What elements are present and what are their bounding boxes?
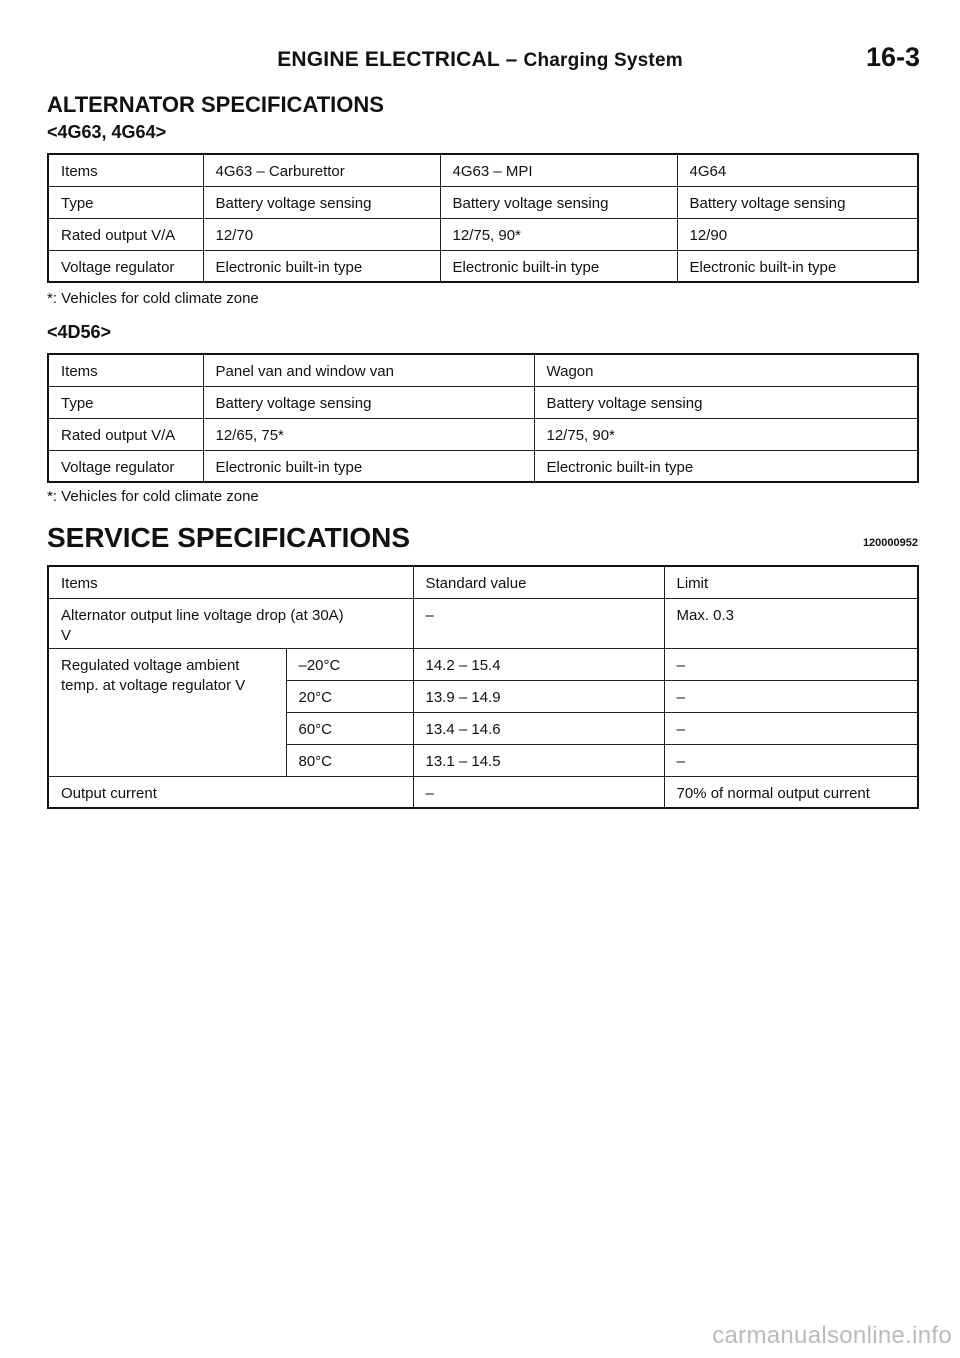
page-number: 16-3 (865, 42, 920, 72)
table-row (48, 776, 918, 808)
standard-cell: 13.9 – 14.9 (413, 680, 664, 712)
alternator-section-title: ALTERNATOR SPECIFICATIONS (47, 92, 384, 117)
table-row (48, 648, 918, 680)
table-cell: Battery voltage sensing (203, 386, 534, 418)
engine-group-label-4d56: <4D56> (47, 322, 112, 342)
limit-cell: – (664, 744, 918, 776)
table-cell: 12/65, 75* (203, 418, 534, 450)
table-cell: 12/75, 90* (440, 218, 677, 250)
header-dash: – (505, 48, 518, 71)
table-cell: Electronic built-in type (203, 250, 440, 282)
table-cell: Battery voltage sensing (677, 186, 918, 218)
table-cell: Rated output V/A (48, 218, 203, 250)
standard-cell: 13.4 – 14.6 (413, 712, 664, 744)
table-header-cell: 4G63 – MPI (440, 154, 677, 186)
table-row (48, 218, 918, 250)
table-header-row (48, 354, 918, 386)
table-cell: Type (48, 386, 203, 418)
header-limit: Limit (664, 566, 918, 598)
table-cell: Electronic built-in type (534, 450, 918, 482)
table-row (48, 450, 918, 482)
alternator-table-4g63-4g64 (47, 153, 919, 283)
limit-cell: – (664, 648, 918, 680)
service-spec-table (47, 565, 919, 809)
table-header-cell: Items (48, 154, 203, 186)
table-cell: 12/75, 90* (534, 418, 918, 450)
table-row (48, 598, 918, 648)
table-row (48, 386, 918, 418)
table-cell: Electronic built-in type (440, 250, 677, 282)
limit-voltage-drop: Max. 0.3 (664, 598, 918, 648)
limit-output-current: 70% of normal output current (664, 776, 918, 808)
table-cell: Voltage regulator (48, 450, 203, 482)
table-cell: Electronic built-in type (203, 450, 534, 482)
alternator-table-4d56 (47, 353, 919, 483)
table-cell: Battery voltage sensing (203, 186, 440, 218)
table-cell: Voltage regulator (48, 250, 203, 282)
table-header-row (48, 566, 918, 598)
table-header-cell: Wagon (534, 354, 918, 386)
standard-voltage-drop: – (413, 598, 664, 648)
temp-cell: 20°C (286, 680, 413, 712)
watermark: carmanualsonline.info (712, 1322, 952, 1349)
service-section-title: SERVICE SPECIFICATIONS (47, 522, 411, 553)
item-voltage-drop: Alternator output line voltage drop (at 30A) V (48, 598, 413, 648)
footnote-cold-climate-1: *: Vehicles for cold climate zone (47, 290, 259, 307)
table-header-cell: 4G63 – Carburettor (203, 154, 440, 186)
table-header-cell: 4G64 (677, 154, 918, 186)
table-cell: 12/70 (203, 218, 440, 250)
item-regulated-voltage: Regulated voltage ambient temp. at voltage regulator V (48, 648, 286, 776)
item-output-current: Output current (48, 776, 413, 808)
temp-cell: –20°C (286, 648, 413, 680)
limit-cell: – (664, 712, 918, 744)
limit-cell: – (664, 680, 918, 712)
table-header-cell: Items (48, 354, 203, 386)
table-header-row (48, 154, 918, 186)
standard-output-current: – (413, 776, 664, 808)
standard-cell: 14.2 – 15.4 (413, 648, 664, 680)
table-cell: 12/90 (677, 218, 918, 250)
table-cell: Battery voltage sensing (534, 386, 918, 418)
table-row (48, 186, 918, 218)
temp-cell: 60°C (286, 712, 413, 744)
document-code: 120000952 (862, 537, 918, 549)
header-items: Items (48, 566, 413, 598)
header-title: ENGINE ELECTRICAL (277, 48, 500, 71)
table-cell: Battery voltage sensing (440, 186, 677, 218)
table-cell: Electronic built-in type (677, 250, 918, 282)
header-subtitle: Charging System (523, 50, 683, 71)
table-cell: Type (48, 186, 203, 218)
header-standard-value: Standard value (413, 566, 664, 598)
temp-cell: 80°C (286, 744, 413, 776)
table-cell: Rated output V/A (48, 418, 203, 450)
table-row (48, 418, 918, 450)
table-header-cell: Panel van and window van (203, 354, 534, 386)
footnote-cold-climate-2: *: Vehicles for cold climate zone (47, 488, 259, 505)
engine-group-label-4g63-4g64: <4G63, 4G64> (47, 122, 167, 142)
standard-cell: 13.1 – 14.5 (413, 744, 664, 776)
page-header (0, 48, 960, 72)
table-row (48, 250, 918, 282)
